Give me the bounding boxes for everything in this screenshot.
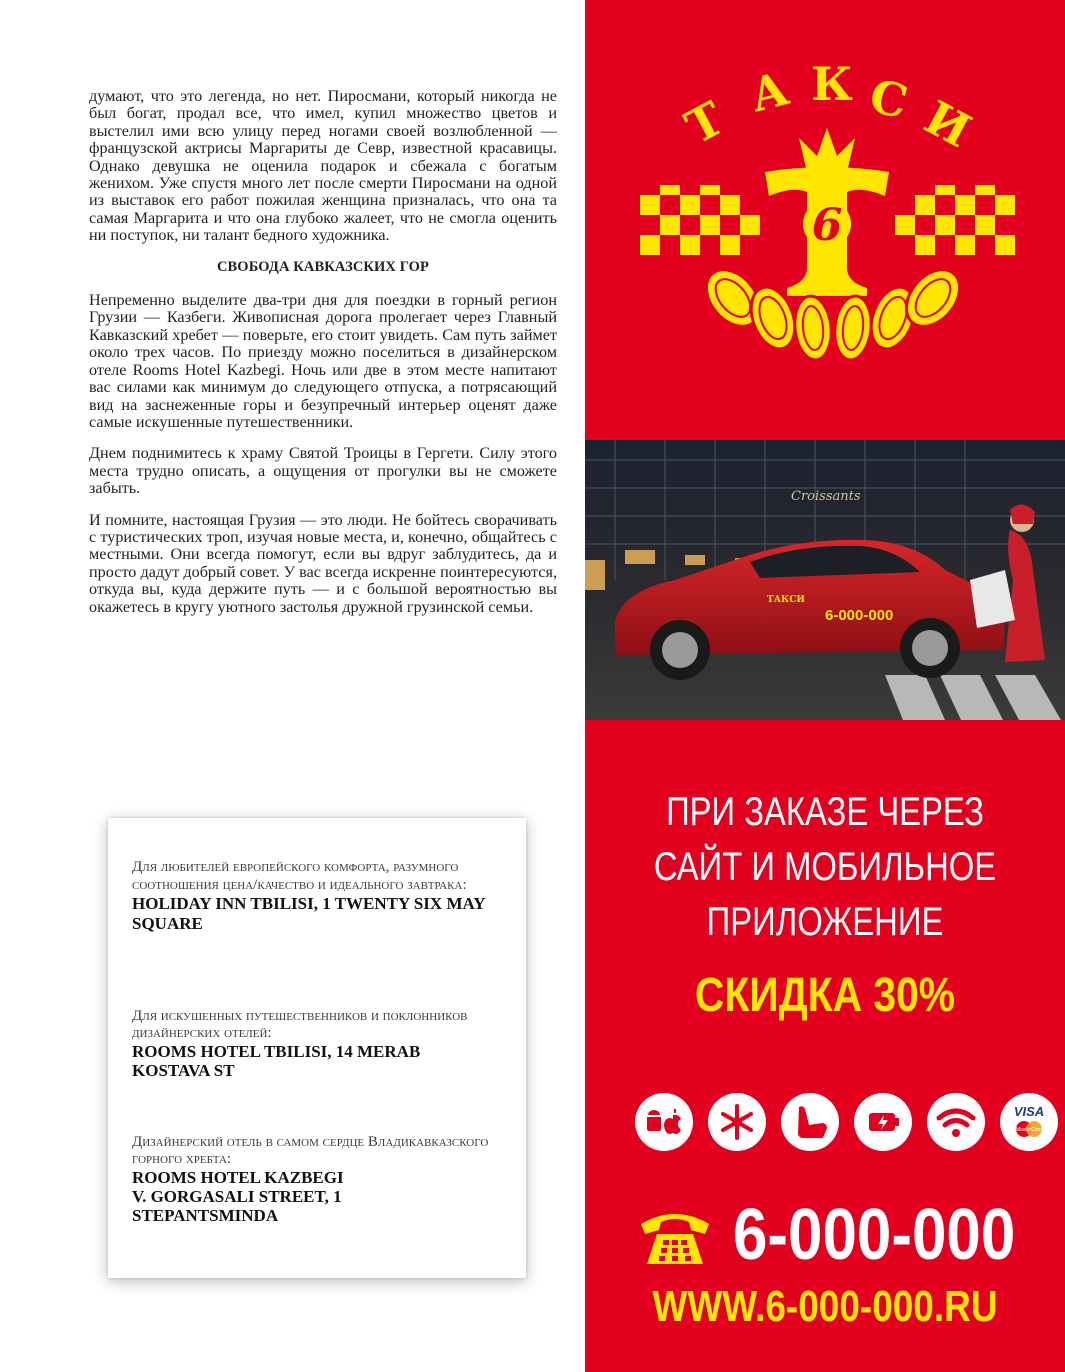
logo-letter: К	[811, 57, 853, 111]
hotel-name: ROOMS HOTEL KAZBEGI	[132, 1168, 344, 1187]
logo-letter: Т	[676, 90, 733, 155]
logo-letter: И	[915, 90, 980, 159]
hotel-entry	[132, 1008, 502, 1080]
hotel-name: ROOMS HOTEL TBILISI, 14 MERAB KOSTAVA ST	[132, 1042, 421, 1080]
hotel-entry	[132, 1134, 502, 1225]
car-logo-text: ТАКСИ	[767, 595, 805, 605]
website-link[interactable]: WWW.6-000-000.RU	[652, 1282, 998, 1331]
article-paragraph: Непременно выделите два-три дня для поездки в горный регион Грузии — Казбеги. Живописная дорога пролегает через Главный Кавказский хребет — поверьте, его стоит увидеть. Сам путь займет около трех часов. По приезду можно поселиться в дизайнерском отеле Rooms Hotel Kazbegi. Ночь или две в этом месте напитают вас силами как минимум до следующего отпуска, а потрясающий вид на заснеженные горы и безупречный интерьер оценят даже самые искушенные путешественники.	[89, 291, 557, 431]
hotel-intro: Для любителей европейского комфорта, разумного соотношения цена/качество и идеального завтрака:	[132, 859, 467, 893]
checker-right	[895, 185, 1015, 255]
mobile-apps-icon	[635, 1093, 693, 1151]
taxi-advertisement	[585, 0, 1065, 1372]
hotel-name: HOLIDAY INN TBILISI, 1 TWENTY SIX MAY SQUARE	[132, 894, 485, 933]
wifi-icon	[927, 1093, 985, 1151]
promo-line: ПРИЛОЖЕНИЕ	[706, 900, 944, 944]
discount-label: СКИДКА 30%	[694, 969, 956, 1022]
logo-letter: С	[864, 68, 913, 130]
logo-digit: 6	[811, 200, 843, 251]
promo-line: САЙТ И МОБИЛЬНОЕ	[653, 845, 997, 889]
card-payment-icon	[1000, 1093, 1058, 1151]
taxi-logo	[585, 0, 1065, 440]
logo-letter: А	[744, 61, 795, 123]
logo-word: ТАКСИ	[585, 0, 589, 1]
visa-label: VISA	[1013, 1104, 1045, 1119]
child-seat-icon	[781, 1093, 839, 1151]
article-paragraph: И помните, настоящая Грузия — это люди. Не бойтесь сворачивать с туристических троп, изучая новые места, и, конечно, общайтесь с местными. Они всегда помогут, если вы вдруг заблудитесь, да и просто дадут добрый совет. У вас всегда искренне поинтересуются, откуда вы, куда держите путь — и с большой вероятностью вы окажетесь в кругу уютного застолья дружной грузинской семьи.	[89, 510, 557, 616]
article-paragraph: Днем поднимитесь к храму Святой Троицы в Гергети. Силу этого места трудно описать, а ощущения от прогулки вы не сможете забыть.	[89, 444, 557, 498]
car-phone-text: 6-000-000	[825, 607, 894, 624]
shop-sign: Croissants	[791, 489, 861, 504]
section-heading: СВОБОДА КАВКАЗСКИХ ГОР	[216, 258, 430, 275]
hotel-entry	[132, 858, 502, 934]
hotel-info-card	[108, 818, 526, 1278]
hotel-intro: Для искушенных путешественников и поклонников дизайнерских отелей:	[132, 1008, 468, 1041]
hotel-address: V. GORGASALI STREET, 1	[132, 1187, 342, 1206]
taxi-car-photo	[585, 440, 1065, 720]
phone-number[interactable]: 6-000-000	[733, 1195, 1016, 1275]
promo-line: ПРИ ЗАКАЗЕ ЧЕРЕЗ	[666, 790, 984, 834]
phone-row	[635, 1195, 1055, 1280]
promo-text	[628, 785, 1022, 950]
air-conditioning-icon	[708, 1093, 766, 1151]
crown-icon	[799, 128, 855, 172]
telephone-icon	[635, 1204, 715, 1268]
article-column	[89, 88, 557, 630]
hotel-city: STEPANTSMINDA	[132, 1206, 279, 1225]
feature-icons	[635, 1093, 1055, 1153]
phone-charger-icon	[854, 1093, 912, 1151]
article-paragraph: думают, что это легенда, но нет. Пиросмани, который никогда не был богат, продал все, что имел, купил множество цветов и выстелил ими всю улицу перед ногами своей возлюбленной — французской актрисы Маргариты де Севр, известной красавицы. Однако девушка не оценила подарок и сбежала с богатым женихом. Уже спустя много лет после смерти Пиросмани на одной из выставок его работ пожилая женщина призналась, что она та самая Маргарита и что она глубоко жалеет, что не смогла оценить ни поступок, ни талант бедного художника.	[89, 87, 557, 245]
checker-left	[640, 185, 760, 255]
hotel-intro: Дизайнерский отель в самом сердце Владикавказского горного хребта:	[132, 1134, 489, 1167]
mastercard-label: MasterCard	[1015, 1127, 1043, 1133]
